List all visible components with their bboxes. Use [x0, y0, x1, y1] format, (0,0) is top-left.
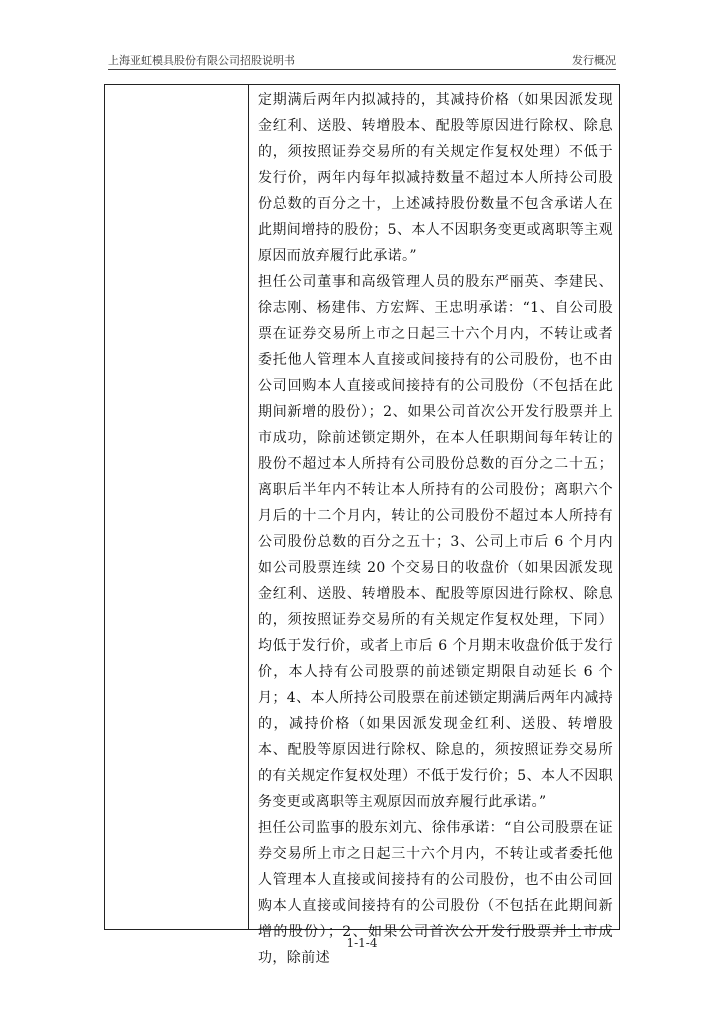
table-left-cell: [105, 85, 249, 929]
page-number: 1-1-4: [346, 936, 378, 950]
header-company-title: 上海亚虹模具股份有限公司招股说明书: [108, 54, 295, 67]
header-section-title: 发行概况: [572, 54, 616, 67]
page-header: [108, 46, 616, 68]
paragraph-lockup-continuation: 定期满后两年内拟减持的，其减持价格（如果因派发现金红利、送股、转增股本、配股等原因进行除权、除息的，须按照证券交易所的有关规定作复权处理）不低于发行价，两年内每年拟减持数量不超过本人所持公司股份总数的百分之十，上述减持股份数量不包含承诺人在此期间增持的股份；5、本人不因职务变更或离职等主观原因而放弃履行此承诺。”: [258, 92, 613, 264]
header-rule: [108, 69, 616, 70]
paragraph-supervisors-commitment: 担任公司监事的股东刘亢、徐伟承诺：“自公司股票在证券交易所上市之日起三十六个月内，不转让或者委托他人管理本人直接或间接持有的公司股份，也不由公司回购本人直接或间接持有的公司股份（不包括在此期间新增的股份）；2、如果公司首次公开发行股票并上市成功，除前述: [258, 820, 613, 966]
paragraph-directors-commitment: 担任公司董事和高级管理人员的股东严丽英、李建民、徐志刚、杨建伟、方宏辉、王忠明承诺：“1、自公司股票在证券交易所上市之日起三十六个月内，不转让或者委托他人管理本人直接或间接持有的公司股份，也不由公司回购本人直接或间接持有的公司股份（不包括在此期间新增的股份）；2、如果公司首次公开发行股票并上市成功，除前述锁定期外，在本人任职期间每年转让的股份不超过本人所持有公司股份总数的百分之二十五；离职后半年内不转让本人所持有的公司股份；离职六个月后的十二个月内，转让的公司股份不超过本人所持有公司股份总数的百分之五十；3、公司上市后 6 个月内如公司股票连续 20 个交易日的收盘价（如果因派发现金红利、送股、转增股本、配股等原因进行除权、除息的，须按照证券交易所的有关规定作复权处理，下同）均低于发行价，或者上市后 6 个月期末收盘价低于发行价，本人持有公司股票的前述锁定期限自动延长 6 个月；4、本人所持公司股票在前述锁定期满后两年内减持的，减持价格（如果因派发现金红利、送股、转增股本、配股等原因进行除权、除息的，须按照证券交易所的有关规定作复权处理）不低于发行价；5、本人不因职务变更或离职等主观原因而放弃履行此承诺。”: [258, 274, 613, 810]
